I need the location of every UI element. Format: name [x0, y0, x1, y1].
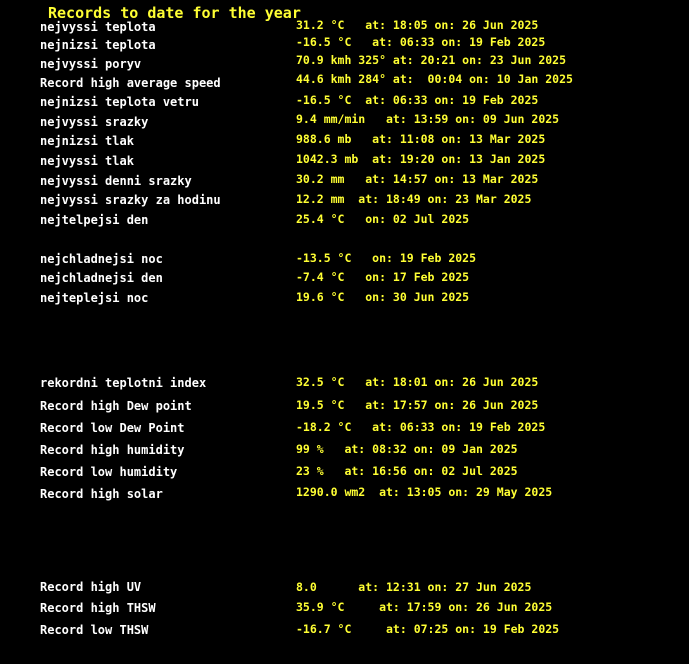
record-label: nejtelpejsi den [40, 213, 149, 227]
record-row [0, 621, 689, 639]
record-row [0, 374, 689, 392]
record-value: 988.6 mb at: 11:08 on: 13 Mar 2025 [296, 132, 546, 146]
record-label: Record low humidity [40, 465, 178, 479]
record-label: nejvyssi teplota [40, 20, 156, 34]
record-value: 9.4 mm/min at: 13:59 on: 09 Jun 2025 [296, 112, 560, 126]
record-label: nejnizsi tlak [40, 134, 134, 148]
record-label: Record high Dew point [40, 399, 192, 413]
record-row [0, 463, 689, 481]
record-value: 35.9 °C at: 17:59 on: 26 Jun 2025 [296, 600, 553, 614]
record-label: rekordni teplotni index [40, 376, 207, 390]
record-row [0, 419, 689, 437]
record-value: -16.5 °C at: 06:33 on: 19 Feb 2025 [296, 93, 539, 107]
record-value: -16.5 °C at: 06:33 on: 19 Feb 2025 [296, 35, 546, 49]
record-row [0, 578, 689, 596]
record-label: Record high humidity [40, 443, 185, 457]
record-value: 19.6 °C on: 30 Jun 2025 [296, 290, 470, 304]
record-row [0, 74, 689, 92]
record-row [0, 250, 689, 268]
record-value: -18.2 °C at: 06:33 on: 19 Feb 2025 [296, 420, 546, 434]
record-label: Record low Dew Point [40, 421, 185, 435]
record-value: 8.0 at: 12:31 on: 27 Jun 2025 [296, 580, 532, 594]
record-label: Record low THSW [40, 623, 149, 637]
record-value: -16.7 °C at: 07:25 on: 19 Feb 2025 [296, 622, 560, 636]
record-value: -7.4 °C on: 17 Feb 2025 [296, 270, 470, 284]
record-value: 99 % at: 08:32 on: 09 Jan 2025 [296, 442, 518, 456]
record-row [0, 397, 689, 415]
record-label: nejvyssi srazky [40, 115, 149, 129]
record-label: nejvyssi srazky za hodinu [40, 193, 221, 207]
record-label: Record high UV [40, 580, 142, 594]
record-value: 12.2 mm at: 18:49 on: 23 Mar 2025 [296, 192, 532, 206]
record-value: 25.4 °C on: 02 Jul 2025 [296, 212, 470, 226]
record-row [0, 289, 689, 307]
record-label: nejnizsi teplota vetru [40, 95, 199, 109]
record-label: nejchladnejsi noc [40, 252, 163, 266]
record-label: nejvyssi denni srazky [40, 174, 192, 188]
record-row [0, 191, 689, 209]
record-value: 1290.0 wm2 at: 13:05 on: 29 May 2025 [296, 485, 553, 499]
record-value: 31.2 °C at: 18:05 on: 26 Jun 2025 [296, 18, 539, 32]
record-label: nejvyssi tlak [40, 154, 134, 168]
record-label: Record high solar [40, 487, 163, 501]
record-value: 19.5 °C at: 17:57 on: 26 Jun 2025 [296, 398, 539, 412]
record-value: 30.2 mm at: 14:57 on: 13 Mar 2025 [296, 172, 539, 186]
record-row [0, 132, 689, 150]
record-value: 32.5 °C at: 18:01 on: 26 Jun 2025 [296, 375, 539, 389]
record-row [0, 441, 689, 459]
record-value: -13.5 °C on: 19 Feb 2025 [296, 251, 477, 265]
record-label: nejnizsi teplota [40, 38, 156, 52]
record-label: nejvyssi poryv [40, 57, 142, 71]
record-row [0, 485, 689, 503]
record-row [0, 172, 689, 190]
record-value: 44.6 kmh 284° at: 00:04 on: 10 Jan 2025 [296, 72, 573, 86]
record-value: 1042.3 mb at: 19:20 on: 13 Jan 2025 [296, 152, 546, 166]
record-value: 23 % at: 16:56 on: 02 Jul 2025 [296, 464, 518, 478]
record-label: nejteplejsi noc [40, 291, 149, 305]
record-label: Record high THSW [40, 601, 156, 615]
record-label: Record high average speed [40, 76, 221, 90]
record-row [0, 93, 689, 111]
record-row [0, 599, 689, 617]
page-title: Records to date for the year [48, 4, 301, 22]
record-row [0, 152, 689, 170]
record-row [0, 113, 689, 131]
record-row [0, 269, 689, 287]
record-label: nejchladnejsi den [40, 271, 163, 285]
record-row [0, 211, 689, 229]
record-value: 70.9 kmh 325° at: 20:21 on: 23 Jun 2025 [296, 53, 567, 67]
